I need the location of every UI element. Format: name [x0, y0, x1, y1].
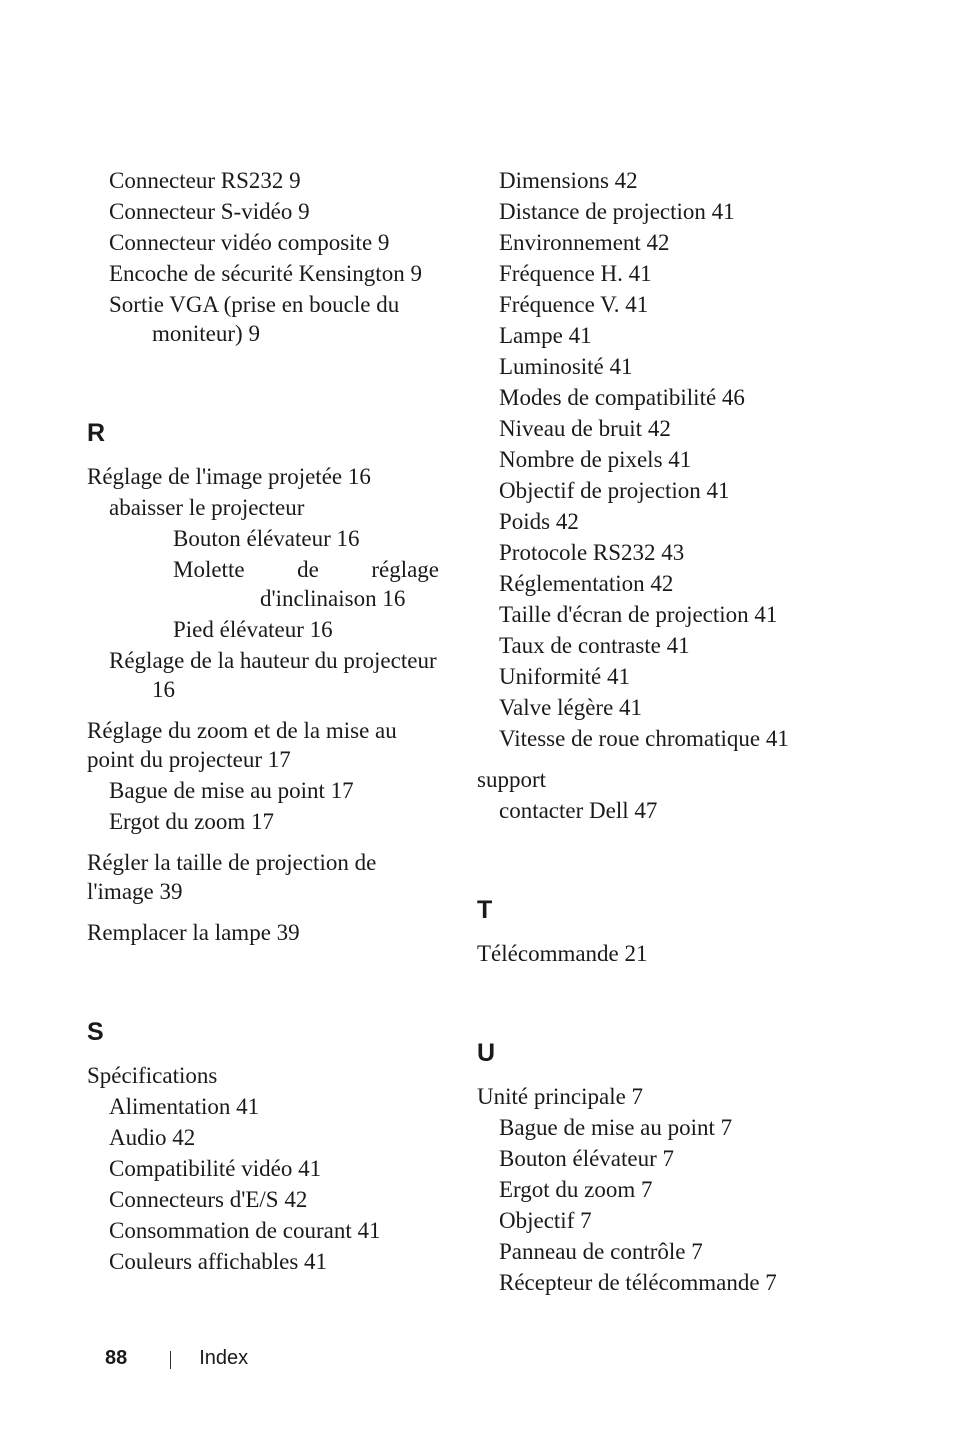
- index-entry: Bouton élévateur 16: [173, 526, 360, 551]
- index-entry: Molette de réglage d'inclinaison 16: [173, 557, 439, 611]
- index-entry: Réglage de l'image projetée 16: [87, 464, 371, 489]
- page-number: 88: [105, 1347, 128, 1369]
- index-entry: Pied élévateur 16: [173, 617, 333, 642]
- index-right-column: [477, 164, 847, 1297]
- index-entry: Taux de contraste 41: [499, 633, 690, 658]
- index-entry: Modes de compatibilité 46: [499, 385, 745, 410]
- index-entry: Niveau de bruit 42: [499, 416, 671, 441]
- index-entry: Dimensions 42: [499, 168, 638, 193]
- index-entry: Ergot du zoom 17: [109, 809, 275, 834]
- index-entry: Luminosité 41: [499, 354, 633, 379]
- index-entry: Taille d'écran de projection 41: [499, 602, 778, 627]
- index-entry: Encoche de sécurité Kensington 9: [109, 261, 422, 286]
- index-entry: abaisser le projecteur: [109, 495, 305, 520]
- index-entry: Poids 42: [499, 509, 579, 534]
- index-entry: Réglage du zoom et de la mise au point du projecteur 17: [87, 718, 397, 772]
- index-entry: Uniformité 41: [499, 664, 630, 689]
- section-letter-s: S: [87, 1018, 104, 1046]
- index-entry: Connecteur RS232 9: [109, 168, 301, 193]
- index-entry: Connecteurs d'E/S 42: [109, 1187, 308, 1212]
- index-entry: Nombre de pixels 41: [499, 447, 692, 472]
- index-entry: Objectif de projection 41: [499, 478, 730, 503]
- index-entry: Bague de mise au point 17: [109, 778, 354, 803]
- index-entry: Distance de projection 41: [499, 199, 735, 224]
- index-entry: contacter Dell 47: [499, 798, 658, 823]
- section-letter-t: T: [477, 896, 493, 924]
- section-letter-u: U: [477, 1039, 496, 1067]
- index-entry: Remplacer la lampe 39: [87, 920, 300, 945]
- index-entry: Sortie VGA (prise en boucle du moniteur) 9: [109, 292, 400, 346]
- index-entry: Connecteur S-vidéo 9: [109, 199, 310, 224]
- index-entry: Fréquence H. 41: [499, 261, 652, 286]
- index-entry: Ergot du zoom 7: [499, 1177, 653, 1202]
- index-entry: Protocole RS232 43: [499, 540, 685, 565]
- footer-section-title: Index: [199, 1347, 249, 1369]
- index-entry: Alimentation 41: [109, 1094, 260, 1119]
- section-letter-r: R: [87, 419, 106, 447]
- index-entry: Récepteur de télécommande 7: [499, 1270, 777, 1295]
- index-entry: Compatibilité vidéo 41: [109, 1156, 322, 1181]
- index-entry: Objectif 7: [499, 1208, 592, 1233]
- index-entry: Environnement 42: [499, 230, 670, 255]
- index-left-column: [87, 164, 439, 1276]
- index-entry: Spécifications: [87, 1063, 218, 1088]
- index-entry: Unité principale 7: [477, 1084, 644, 1109]
- index-entry: Consommation de courant 41: [109, 1218, 381, 1243]
- index-entry: Bouton élévateur 7: [499, 1146, 675, 1171]
- index-entry: Vitesse de roue chromatique 41: [499, 726, 789, 751]
- index-entry: Panneau de contrôle 7: [499, 1239, 703, 1264]
- index-entry: Réglage de la hauteur du projecteur 16: [109, 648, 437, 702]
- index-entry: support: [477, 767, 546, 792]
- index-entry: Connecteur vidéo composite 9: [109, 230, 390, 255]
- page-footer: [105, 1346, 248, 1370]
- index-entry: Réglementation 42: [499, 571, 674, 596]
- index-entry: Lampe 41: [499, 323, 592, 348]
- index-entry: Valve légère 41: [499, 695, 643, 720]
- index-entry: Fréquence V. 41: [499, 292, 649, 317]
- index-entry: Bague de mise au point 7: [499, 1115, 733, 1140]
- index-entry: Télécommande 21: [477, 941, 648, 966]
- index-entry: Audio 42: [109, 1125, 196, 1150]
- index-entry: Couleurs affichables 41: [109, 1249, 328, 1274]
- index-entry: Régler la taille de projection de l'image 39: [87, 850, 377, 904]
- footer-separator: [170, 1351, 171, 1369]
